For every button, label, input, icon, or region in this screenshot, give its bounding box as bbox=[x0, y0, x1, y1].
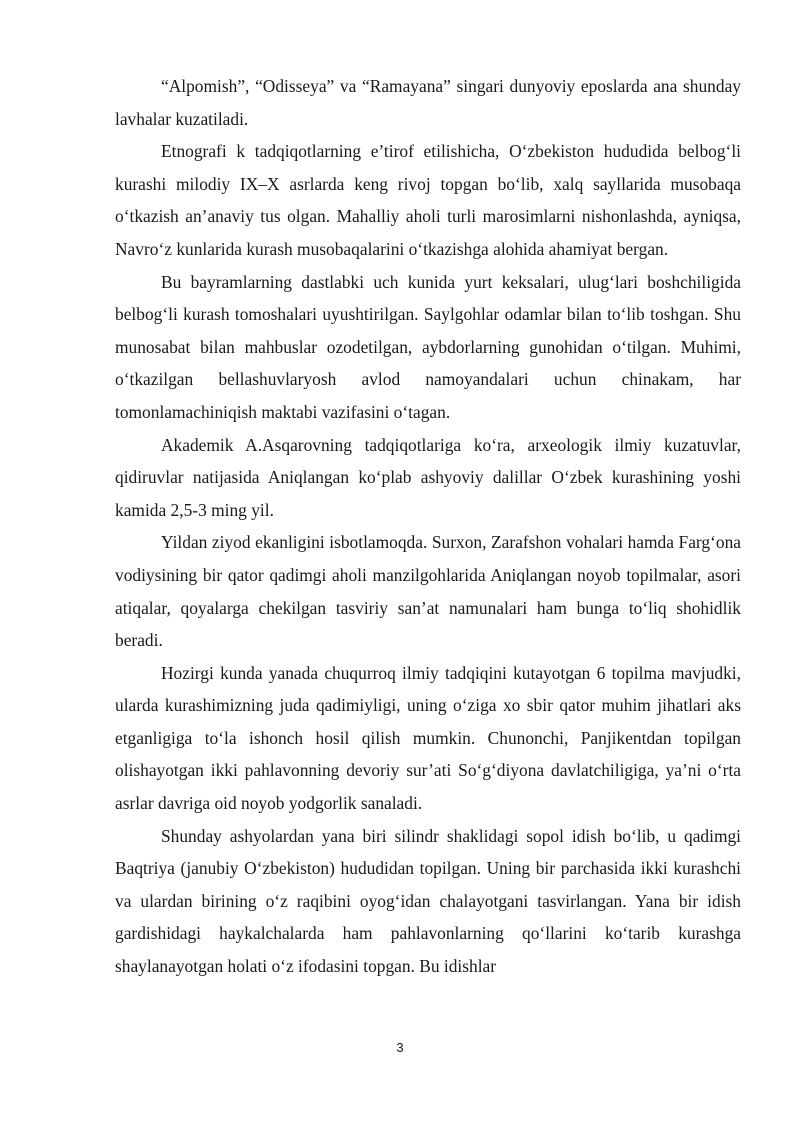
paragraph-7: Shunday ashyolardan yana biri silindr shaklidagi sopol idish bo‘lib, u qadimgi Baqtriya (janubiy O‘zbekiston) hududidan topilgan. Uning bir parchasida ikki kurashchi va ulardan birining o‘z raqibini oyog‘idan chalayotgani tasvirlangan. Yana bir idish gardishidagi haykalchalarda ham pahlavonlarning qo‘llarini ko‘tarib kurashga shaylanayotgan holati o‘z ifodasini topgan. Bu idishlar bbox=[115, 825, 741, 977]
paragraph-1: “Alpomish”, “Odisseya” va “Ramayana” singari dunyoviy eposlarda ana shunday lavhalar kuzatiladi. bbox=[115, 76, 741, 129]
document-body bbox=[115, 70, 741, 983]
paragraph-5: Yildan ziyod ekanligini isbotlamoqda. Surxon, Zarafshon vohalari hamda Farg‘ona vodiysining bir qator qadimgi aholi manzilgohlarida Aniqlangan noyob topilmalar, asori atiqalar, qoyalarga chekilgan tasviriy san’at namunalari ham bunga to‘liq shohidlik beradi. bbox=[115, 532, 741, 651]
paragraph-2: Etnografi k tadqiqotlarning e’tirof etilishicha, O‘zbekiston hududida belbog‘li kurashi milodiy IX–X asrlarda keng rivoj topgan bo‘lib, xalq sayllarida musobaqa o‘tkazish an’anaviy tus olgan. Mahalliy aholi turli marosimlarni nishonlashda, ayniqsa, Navro‘z kunlarida kurash musobaqalarini o‘tkazishga alohida ahamiyat bergan. bbox=[115, 141, 741, 259]
paragraph-3: Bu bayramlarning dastlabki uch kunida yurt keksalari, ulug‘lari boshchiligida belbog‘li kurash tomoshalari uyushtirilgan. Saylgohlar odamlar bilan to‘lib toshgan. Shu munosabat bilan mahbuslar ozodetilgan, aybdorlarning gunohidan o‘tilgan. Muhimi, o‘tkazilgan bellashuvlaryosh avlod namoyandalari uchun chinakam, har tomonlamachiniqish maktabi vazifasini o‘tagan. bbox=[115, 271, 741, 422]
paragraph-6: Hozirgi kunda yanada chuqurroq ilmiy tadqiqini kutayotgan 6 topilma mavjudki, ularda kurashimizning juda qadimiyligi, uning o‘ziga xo sbir qator muhim jihatlari aks etganligiga to‘la ishonch hosil qilish mumkin. Chunonchi, Panjikentdan topilgan olishayotgan ikki pahlavonning devoriy sur’ati So‘g‘diyona davlatchiligiga, ya’ni o‘rta asrlar davriga oid noyob yodgorlik sanaladi. bbox=[115, 662, 741, 814]
page-number: 3 bbox=[396, 1040, 404, 1055]
paragraph-4: Akademik A.Asqarovning tadqiqotlariga ko‘ra, arxeologik ilmiy kuzatuvlar, qidiruvlar natijasida Aniqlangan ko‘plab ashyoviy dalillar O‘zbek kurashining yoshi kamida 2,5-3 ming yil. bbox=[115, 434, 741, 520]
